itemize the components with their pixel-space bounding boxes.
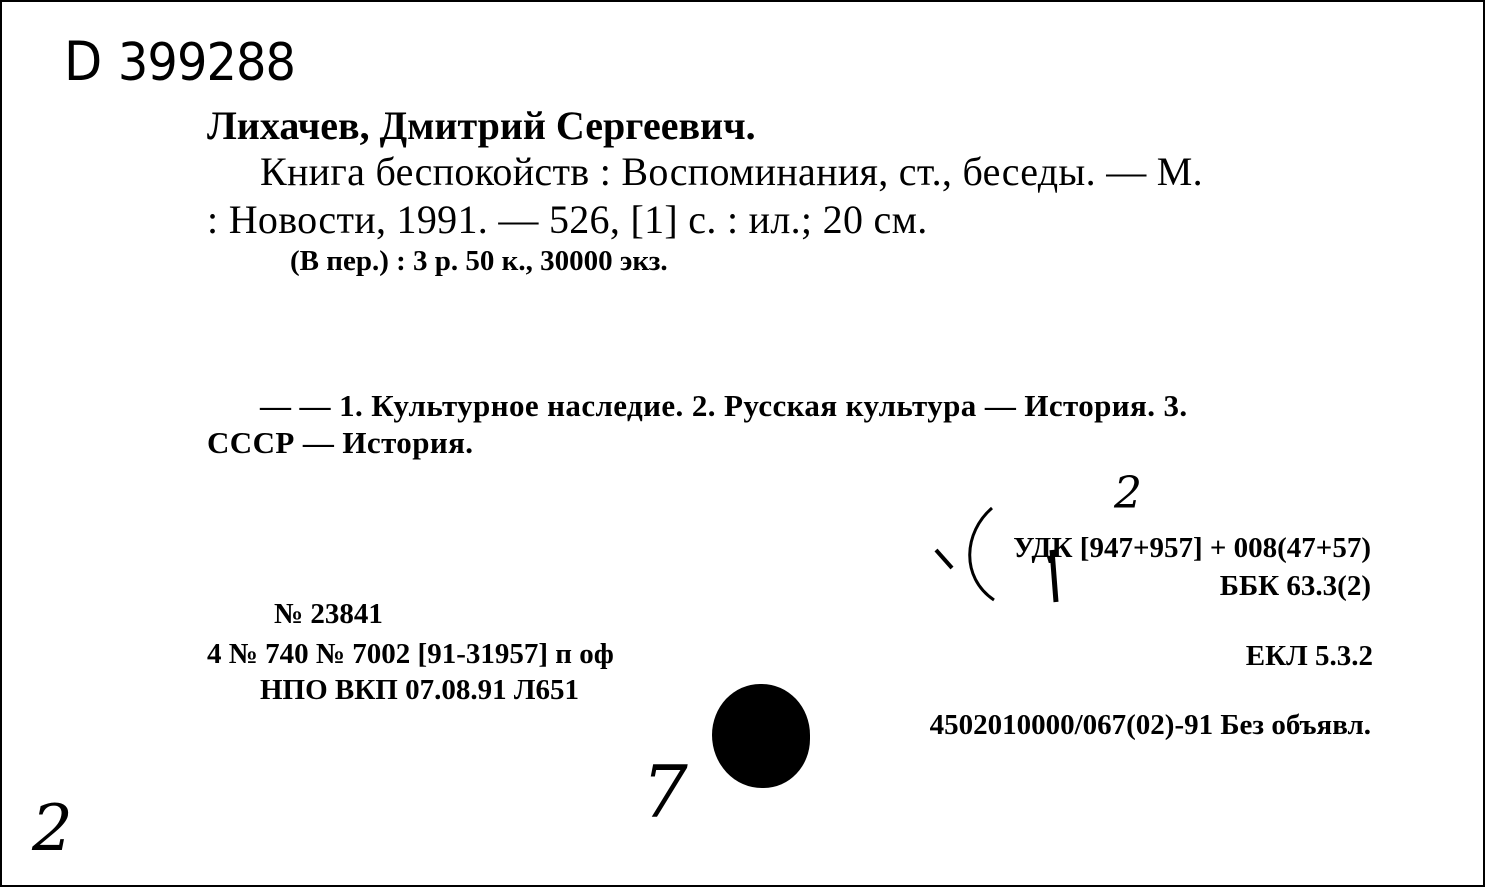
handwritten-mark-middle: 7 <box>642 750 688 834</box>
call-number-value: 399288 <box>117 33 296 93</box>
handwritten-mark-top: 2 <box>1114 468 1142 519</box>
call-number-prefix: D <box>64 30 102 93</box>
npo-line: НПО ВКП 07.08.91 Л651 <box>260 674 579 706</box>
udk-classification: УДК [947+957] + 008(47+57) <box>1013 532 1371 564</box>
author-heading: Лихачев, Дмитрий Сергеевич. <box>207 103 756 148</box>
ekl-classification: ЕКЛ 5.3.2 <box>1245 640 1373 672</box>
binding-price: (В пер.) : 3 р. 50 к., 30000 экз. <box>290 245 668 277</box>
imprint-statement: : Новости, 1991. — 526, [1] с. : ил.; 20 см. <box>207 197 928 242</box>
handwritten-bracket-marks <box>2 2 1483 885</box>
subject-headings-line-1: — — 1. Культурное наследие. 2. Русская культура — История. 3. <box>260 388 1188 423</box>
subject-headings-line-2: СССР — История. <box>207 425 474 460</box>
bbk-classification: ББК 63.3(2) <box>1219 570 1371 602</box>
publisher-code: 4502010000/067(02)-91 Без объявл. <box>929 709 1371 741</box>
handwritten-mark-bottom-left: 2 <box>32 792 73 866</box>
title-statement: Книга беспокойств : Воспоминания, ст., беседы. — М. <box>260 149 1203 194</box>
registration-number: № 23841 <box>274 598 383 630</box>
print-info: 4 № 740 № 7002 [91-31957] п оф <box>207 638 614 670</box>
